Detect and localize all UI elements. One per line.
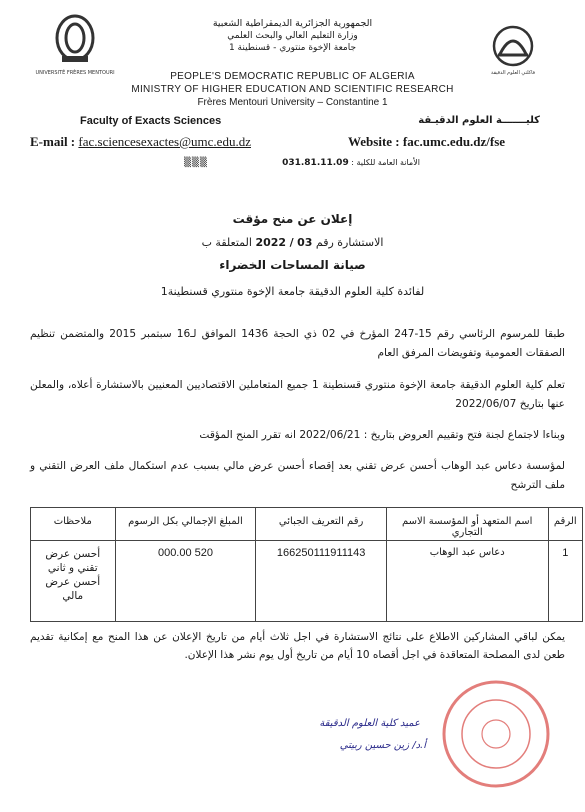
table-row (31, 541, 583, 622)
phone-row (230, 158, 420, 168)
table-header-cell: ملاحظات (31, 508, 116, 541)
paragraph-announcement: تعلم كلية العلوم الدقيقة جامعة الإخوة منتوري قسنطينة 1 جميع المتعاملين الاقتصاديين المعنيين بالاستشارة أعلاه، والمعلن عنها بتاريخ 2022/06/07 (30, 379, 565, 410)
email-link[interactable]: fac.sciencesexactes@umc.edu.dz (78, 134, 251, 149)
faculty-logo (482, 22, 544, 78)
header-en-university: Frères Mentouri University – Constantine 1 (197, 97, 388, 108)
header-ar-ministry: وزارة التعليم العالي والبحث العلمي (227, 31, 358, 41)
table-cell-remarks: أحسن عرض تقني و ثاني أحسن عرض مالي (31, 541, 116, 622)
faculty-name-ar: كليـــــــة العلوم الدقيـقة (418, 115, 540, 126)
table-header-cell: اسم المتعهد أو المؤسسة الاسم التجاري (386, 508, 548, 541)
email-row (30, 134, 251, 150)
award-table (30, 507, 583, 622)
paragraph-appeal: يمكن لباقي المشاركين الاطلاع على نتائج الاستشارة في اجل ثلاث أيام من تاريخ الإعلان عن هذا المنح مع إمكانية تقديم طعن لدى المصلحة المتعاقدة في اجل أقصاه 10 أيام من تاريخ أول يوم نشر هذا الإعلان. (30, 631, 565, 661)
header-en-republic: PEOPLE'S DEMOCRATIC REPUBLIC OF ALGERIA (170, 71, 415, 82)
consultation-prefix: الاستشارة رقم (315, 236, 384, 249)
email-label: E-mail : (30, 134, 79, 149)
official-stamp (421, 678, 571, 790)
header-en-ministry: MINISTRY OF HIGHER EDUCATION AND SCIENTIFIC RESEARCH (131, 84, 454, 95)
website-link[interactable]: fac.umc.edu.dz/fse (402, 134, 506, 149)
consultation-suffix: المتعلقة ب (201, 236, 252, 249)
faculty-name-en: Faculty of Exacts Sciences (80, 115, 222, 127)
consultation-year: 2022 (255, 236, 287, 249)
consultation-number: 03 (297, 236, 313, 249)
notice-beneficiary: لفائدة كلية العلوم الدقيقة جامعة الإخوة منتوري قسنطينة1 (160, 285, 425, 298)
website-row (348, 134, 505, 150)
logo-right-caption: فاكلتي العلوم الدقيقة (490, 70, 536, 76)
website-label: Website : (348, 134, 403, 149)
phone-number: 031.81.11.09 (282, 158, 349, 168)
table-header-cell: الرقم (548, 508, 582, 541)
signature-name: أ.د/ زين حسين ربيتي (339, 740, 426, 751)
paragraph-decree: طبقا للمرسوم الرئاسي رقم 15-247 المؤرخ في 02 ذي الحجة 1436 الموافق لـ16 سبتمبر 2015 والمتضمن تنظيم الصفقات العمومية وتفويضات المرفق العام (30, 328, 565, 359)
phone-decoration: ▒▒▒ (184, 158, 208, 168)
table-cell-tax-id: 166250111911143 (256, 541, 386, 622)
notice-title: إعلان عن منح مؤقت (232, 212, 353, 226)
phone-label: الأمانة العامة للكلية : (351, 158, 420, 167)
table-cell-number: 1 (548, 541, 582, 622)
paragraph-committee: وبناءا لاجتماع لجنة فتح وتقييم العروض بتاريخ : 2022/06/21 انه تقرر المنح المؤقت (199, 429, 565, 441)
logo-left-caption: UNIVERSITÉ FRÈRES MENTOURI (35, 70, 115, 76)
header-ar-university: جامعة الإخوة منتوري - قسنطينة 1 (228, 43, 357, 53)
table-header-cell: رقم التعريف الجبائي (256, 508, 386, 541)
consultation-separator: / (289, 236, 294, 249)
table-header-row (31, 508, 583, 541)
consultation-line (0, 236, 585, 249)
table-cell-amount: 520 000.00 (115, 541, 256, 622)
notice-subject: صيانة المساحات الخضراء (219, 258, 366, 272)
table-cell-bidder: دعاس عبد الوهاب (386, 541, 548, 622)
header-ar-republic: الجمهورية الجزائرية الديمقراطية الشعبية (212, 18, 373, 29)
table-header-cell: المبلغ الإجمالي بكل الرسوم (115, 508, 256, 541)
signature-title: عميد كلية العلوم الدقيقة (319, 718, 420, 729)
paragraph-award: لمؤسسة دعاس عبد الوهاب أحسن عرض تقني بعد إقصاء أحسن عرض مالي بسبب عدم استكمال ملف العرض التقني و ملف الترشح (30, 460, 565, 491)
